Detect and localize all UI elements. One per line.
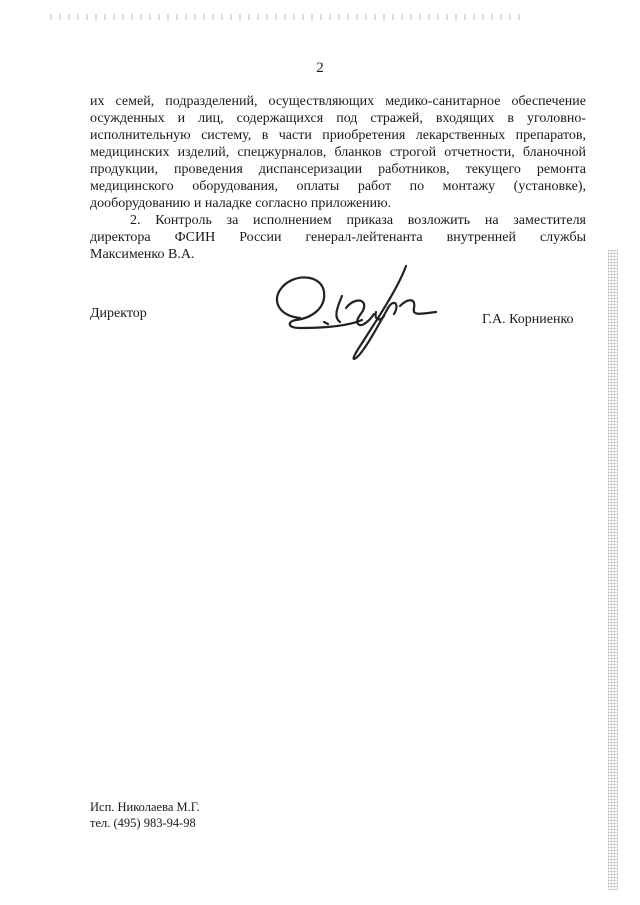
- paragraph-2-line: 2. Контроль за исполнением приказа возложить на заместителя: [130, 213, 586, 228]
- scan-artifact-top: [50, 14, 520, 20]
- paragraph-1-line: медицинских изделий, спецжурналов, бланков строгой отчетности, бланочной: [90, 145, 586, 160]
- executor-info: [90, 799, 200, 831]
- signer-name: Г.А. Корниенко: [482, 312, 574, 327]
- executor-name: Исп. Николаева М.Г.: [90, 800, 200, 814]
- paragraph-1-line: дооборудованию и наладке согласно приложению.: [90, 196, 392, 211]
- paragraph-1-line: медицинского оборудования, оплаты работ по монтажу (установке),: [90, 179, 586, 194]
- page-number: 2: [316, 60, 324, 76]
- executor-phone: тел. (495) 983-94-98: [90, 816, 196, 830]
- paragraph-2-line: Максименко В.А.: [90, 247, 195, 262]
- body-text: [90, 93, 586, 263]
- paragraph-2-line: директора ФСИН России генерал-лейтенанта внутренней службы: [90, 230, 586, 245]
- paragraph-1-line: их семей, подразделений, осуществляющих медико-санитарное обеспечение: [90, 94, 586, 109]
- paragraph-1-line: продукции, проведения диспансеризации работников, текущего ремонта: [90, 162, 586, 177]
- scan-artifact-right-edge: [608, 250, 618, 890]
- paragraph-1-line: исполнительную систему, в части приобретения лекарственных препаратов,: [90, 128, 586, 143]
- paragraph-1-line: осужденных и лиц, содержащихся под стражей, входящих в уголовно-: [90, 111, 586, 126]
- handwritten-signature: [266, 258, 446, 378]
- director-title: Директор: [90, 306, 147, 321]
